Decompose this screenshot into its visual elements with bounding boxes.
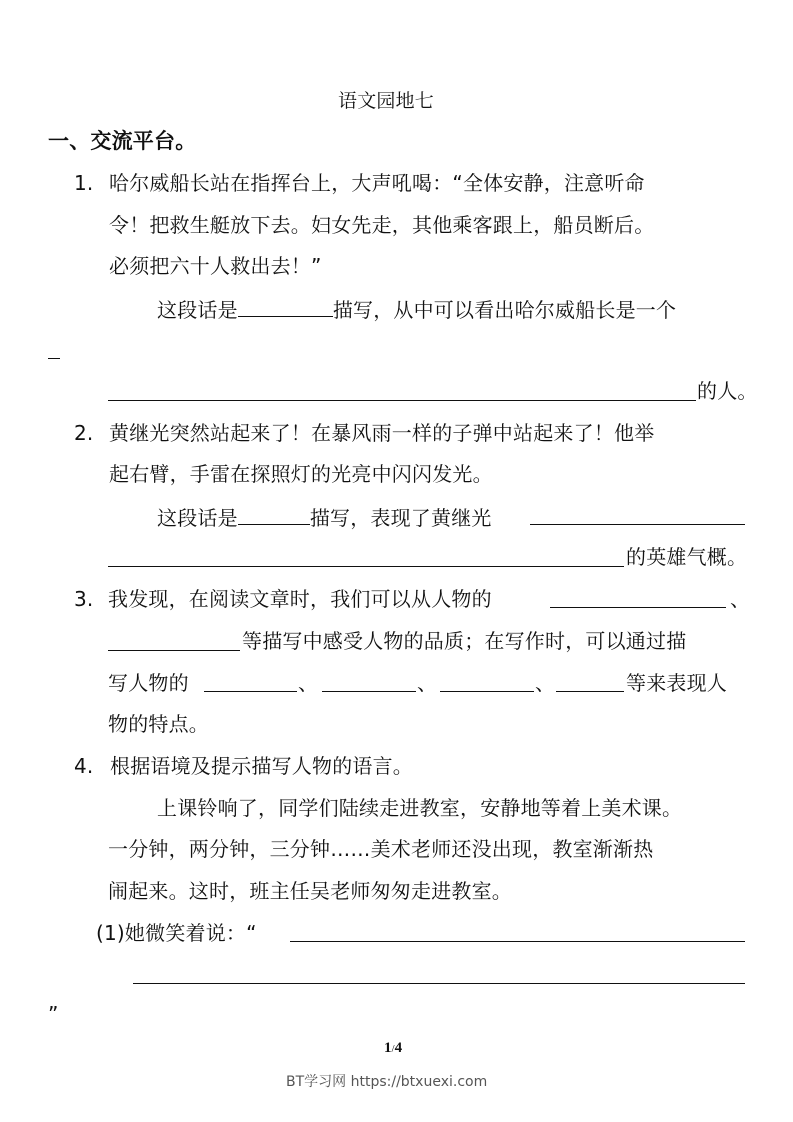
- question-text: 写人物的: [108, 671, 189, 695]
- question-text: 令！把救生艇放下去。妇女先走，其他乘客跟上，船员断后。: [109, 213, 655, 237]
- separator: 、: [535, 671, 556, 695]
- separator: 、: [417, 671, 438, 695]
- separator: 、: [730, 587, 751, 611]
- passage-text: 一分钟，两分钟，三分钟……美术老师还没出现，教室渐渐热: [108, 837, 654, 861]
- page-total: 4: [394, 1040, 403, 1056]
- answer-blank[interactable]: [290, 941, 745, 942]
- question-text: 起右臂，手雷在探照灯的光亮中闪闪发光。: [109, 462, 493, 486]
- question-text: 等来表现人: [626, 671, 727, 695]
- fill-sentence: [157, 294, 676, 324]
- passage-text: 上课铃响了，同学们陆续走进教室，安静地等着上美术课。: [157, 796, 683, 820]
- fill-middle: 描写，表现了黄继光: [309, 506, 492, 530]
- page-title: 语文园地七: [338, 90, 435, 112]
- question-text: 等描写中感受人物的品质；在写作时，可以通过描: [242, 629, 687, 653]
- answer-blank[interactable]: [530, 524, 745, 525]
- answer-blank[interactable]: [204, 691, 297, 692]
- fill-prefix: 这段话是: [157, 506, 238, 530]
- question-number: 4.: [74, 754, 94, 778]
- answer-blank[interactable]: [322, 691, 416, 692]
- question-text: 哈尔威船长站在指挥台上，大声吼喝：“全体安静，注意听命: [109, 171, 645, 195]
- fill-suffix: 的英雄气概。: [626, 545, 748, 569]
- close-quote: ”: [48, 1002, 59, 1026]
- question-number: 2.: [74, 421, 94, 445]
- fill-sentence: [157, 502, 492, 532]
- section-heading: 一、交流平台。: [48, 129, 197, 153]
- passage-text: 闹起来。这时，班主任吴老师匆匆走进教室。: [108, 879, 512, 903]
- watermark: BT学习网 https://btxuexi.com: [286, 1074, 488, 1090]
- page-separator: /: [391, 1043, 395, 1055]
- answer-blank[interactable]: [556, 691, 624, 692]
- fill-suffix: 的人。: [697, 379, 758, 403]
- answer-blank[interactable]: [108, 650, 240, 651]
- question-text: 必须把六十人救出去！”: [109, 254, 322, 278]
- question-number: 3.: [74, 587, 94, 611]
- page-current: 1: [384, 1040, 392, 1056]
- answer-blank[interactable]: [440, 691, 534, 692]
- page-number: [384, 1040, 402, 1057]
- separator: 、: [298, 671, 319, 695]
- answer-blank[interactable]: [133, 983, 745, 984]
- question-text: 我发现，在阅读文章时，我们可以从人物的: [108, 587, 492, 611]
- answer-blank[interactable]: [108, 566, 624, 567]
- fill-prefix: 这段话是: [157, 298, 238, 322]
- answer-blank[interactable]: [550, 607, 726, 608]
- sub-question-label: (1)她微笑着说：“: [96, 921, 257, 945]
- answer-blank[interactable]: [238, 502, 310, 525]
- question-number: 1.: [74, 171, 94, 195]
- answer-blank[interactable]: [108, 400, 696, 401]
- stray-underscore: [48, 358, 60, 359]
- question-text: 黄继光突然站起来了！在暴风雨一样的子弹中站起来了！他举: [109, 421, 655, 445]
- question-text: 根据语境及提示描写人物的语言。: [110, 754, 413, 778]
- fill-middle: 描写，从中可以看出哈尔威船长是一个: [332, 298, 677, 322]
- question-text: 物的特点。: [108, 712, 209, 736]
- answer-blank[interactable]: [238, 294, 333, 317]
